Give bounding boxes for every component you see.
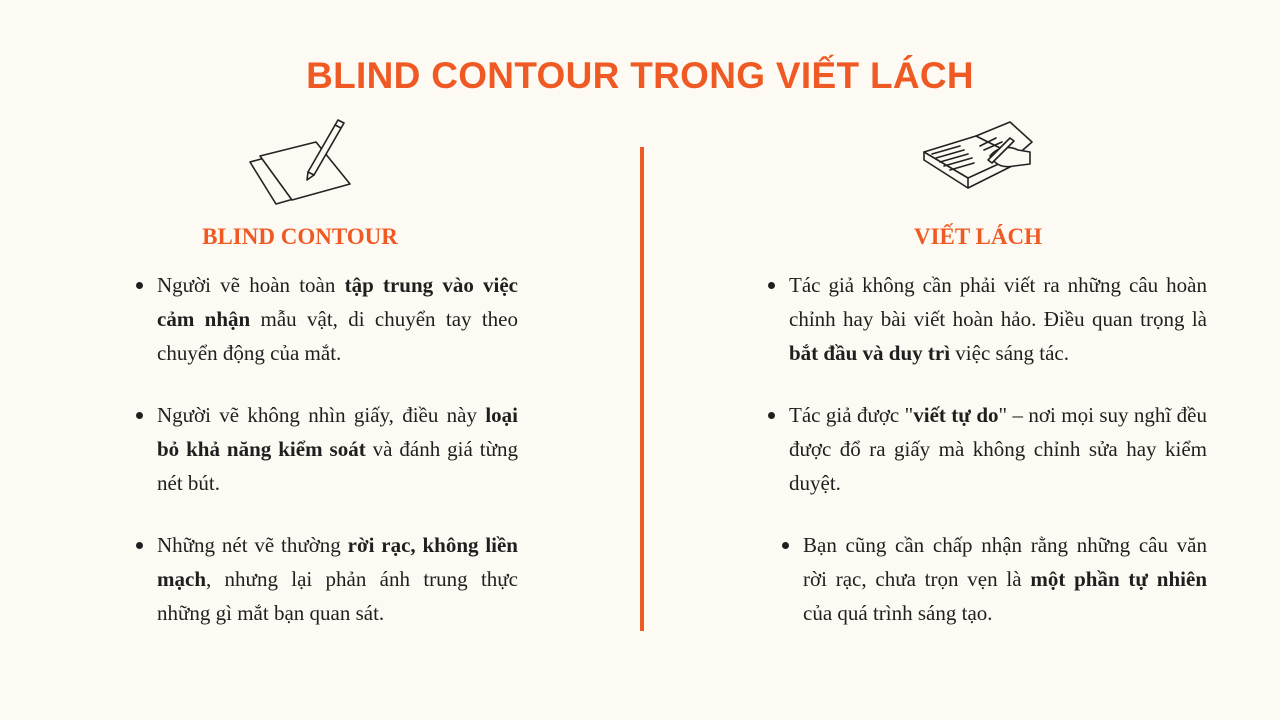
list-item: Người vẽ không nhìn giấy, điều này loại bỏ khả năng kiểm soát và đánh giá từng nét bút. [157, 398, 518, 500]
list-item: Tác giả không cần phải viết ra những câu hoàn chỉnh hay bài viết hoàn hảo. Điều quan trọng là bắt đầu và duy trì việc sáng tác. [789, 268, 1207, 370]
paper-pencil-icon [246, 114, 358, 206]
column-divider [640, 147, 644, 631]
right-column-heading: VIẾT LÁCH [913, 224, 1043, 249]
writing-notebook-icon [918, 116, 1036, 198]
left-column-heading: BLIND CONTOUR [202, 224, 398, 249]
left-bullet-list [157, 268, 518, 658]
list-item: Bạn cũng cần chấp nhận rằng những câu văn rời rạc, chưa trọn vẹn là một phần tự nhiên của quá trình sáng tạo. [803, 528, 1207, 630]
right-bullet-list [789, 268, 1207, 658]
list-item: Người vẽ hoàn toàn tập trung vào việc cảm nhận mẫu vật, di chuyển tay theo chuyển động của mắt. [157, 268, 518, 370]
list-item: Những nét vẽ thường rời rạc, không liền mạch, nhưng lại phản ánh trung thực những gì mắt bạn quan sát. [157, 528, 518, 630]
list-item: Tác giả được "viết tự do" – nơi mọi suy nghĩ đều được đổ ra giấy mà không chỉnh sửa hay kiểm duyệt. [789, 398, 1207, 500]
page-title: BLIND CONTOUR TRONG VIẾT LÁCH [306, 55, 974, 96]
